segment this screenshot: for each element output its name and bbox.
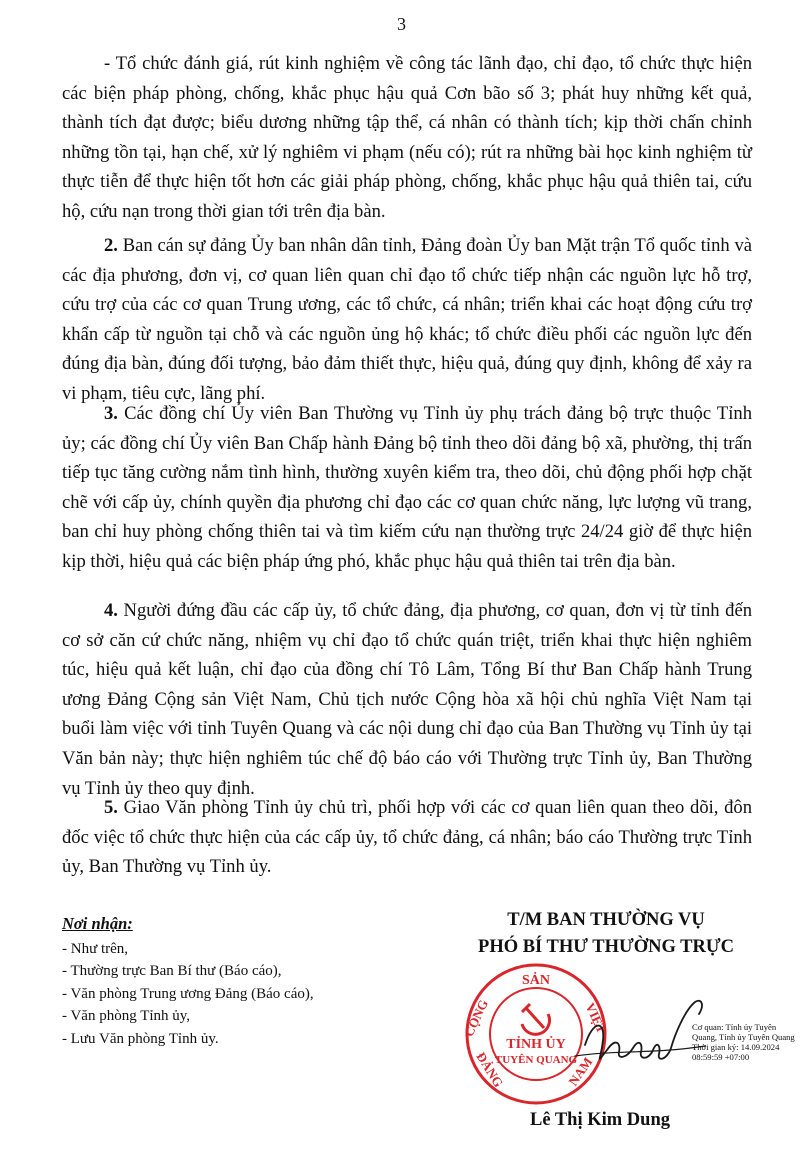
digital-signature-info [692, 1022, 802, 1062]
paragraph-text: Ban cán sự đảng Ủy ban nhân dân tỉnh, Đảng đoàn Ủy ban Mặt trận Tổ quốc tỉnh và các địa phương, đơn vị, cơ quan liên quan chỉ đạo tổ chức tiếp nhận các nguồn lực hỗ trợ, cứu trợ của các cơ quan Trung ương, các tổ chức, cá nhân; triển khai các hoạt động cứu trợ khẩn cấp từ nguồn tại chỗ và các nguồn ủng hộ khác; tổ chức điều phối các nguồn lực đến đúng địa bàn, đúng đối tượng, bảo đảm thiết thực, hiệu quả, đúng quy định, không để xảy ra vi phạm, tiêu cực, lãng phí. [62, 235, 752, 404]
recipient-item: - Văn phòng Tỉnh ủy, [62, 1008, 191, 1025]
seal-ring-text-bottom-right: NAM [565, 1054, 596, 1089]
seal-center-line-1: TỈNH ỦY [506, 1037, 566, 1052]
recipients-block [62, 913, 402, 1051]
paragraph-4 [62, 596, 752, 803]
paragraph-text: Giao Văn phòng Tỉnh ủy chủ trì, phối hợp với các cơ quan liên quan theo dõi, đôn đốc việc tổ chức thực hiện của các cấp ủy, tổ chức đảng, cá nhân; báo cáo Thường trực Tỉnh ủy, Ban Thường vụ Tỉnh ủy. [62, 797, 752, 878]
paragraph-text: Người đứng đầu các cấp ủy, tổ chức đảng, địa phương, cơ quan, đơn vị từ tỉnh đến cơ sở căn cứ chức năng, nhiệm vụ chỉ đạo tổ chức quán triệt, triển khai thực hiện nghiêm túc, hiệu quả kết luận, chỉ đạo của đồng chí Tô Lâm, Tổng Bí thư Ban Chấp hành Trung ương Đảng Cộng sản Việt Nam, Chủ tịch nước Cộng hòa xã hội chủ nghĩa Việt Nam tại buổi làm việc với tỉnh Tuyên Quang và các nội dung chỉ đạo của Ban Thường vụ Tỉnh ủy tại Văn bản này; thực hiện nghiêm túc chế độ báo cáo với Thường trực Tỉnh ủy, Ban Thường vụ Tỉnh ủy theo quy định. [62, 600, 752, 799]
page-number: 3 [397, 14, 406, 34]
paragraph-text: - Tổ chức đánh giá, rút kinh nghiệm về công tác lãnh đạo, chỉ đạo, tổ chức thực hiện các biện pháp phòng, chống, khắc phục hậu quả Cơn bão số 3; phát huy những kết quả, thành tích đạt được; biểu dương những tập thể, cá nhân có thành tích; kịp thời chấn chỉnh những tồn tại, hạn chế, xử lý nghiêm vi phạm (nếu có); rút ra những bài học kinh nghiệm từ thực tiễn để thực hiện tốt hơn các giải pháp phòng, chống, khắc phục hậu quả thiên tai, cứu hộ, cứu nạn trong thời gian tới trên địa bàn. [62, 53, 752, 222]
paragraph-2 [62, 231, 752, 409]
recipient-item: - Thường trực Ban Bí thư (Báo cáo), [62, 963, 282, 980]
paragraph-number: 2. [104, 235, 118, 256]
paragraph-5 [62, 793, 752, 882]
seal-ring-text-right: VIỆT [582, 1000, 610, 1036]
paragraph-text: Các đồng chí Ủy viên Ban Thường vụ Tỉnh ủy phụ trách đảng bộ trực thuộc Tỉnh ủy; các đồng chí Ủy viên Ban Chấp hành Đảng bộ tỉnh theo dõi đảng bộ xã, phường, thị trấn tiếp tục tăng cường nắm tình hình, thường xuyên kiểm tra, theo dõi, chủ động phối hợp chặt chẽ với cấp ủy, chính quyền địa phương chỉ đạo các cơ quan chức năng, lực lượng vũ trang, ban chỉ huy phòng chống thiên tai và tìm kiếm cứu nạn thường trực 24/24 giờ để thực hiện kịp thời, hiệu quả các biện pháp ứng phó, khắc phục hậu quả thiên tai trên địa bàn. [62, 403, 752, 572]
recipient-item: - Như trên, [62, 940, 129, 957]
org-line-2: PHÓ BÍ THƯ THƯỜNG TRỰC [478, 937, 734, 957]
paragraph-3 [62, 399, 752, 577]
handwritten-signature [555, 990, 715, 1080]
paragraph-1 [62, 49, 752, 227]
paragraph-number: 3. [104, 403, 118, 424]
seal-ring-text-left: CỘNG [460, 997, 491, 1039]
recipient-item: - Văn phòng Trung ương Đảng (Báo cáo), [62, 985, 314, 1002]
recipients-list [62, 938, 402, 1051]
signer-name: Lê Thị Kim Dung [530, 1110, 670, 1130]
recipient-item: - Lưu Văn phòng Tỉnh ủy. [62, 1030, 219, 1047]
seal-ring-text-bottom-left: ĐẢNG [473, 1049, 507, 1090]
paragraph-number: 5. [104, 797, 118, 818]
org-line-1: T/M BAN THƯỜNG VỤ [507, 910, 705, 930]
signature-stroke [582, 1000, 702, 1059]
seal-center-line-2: TUYÊN QUANG [494, 1054, 578, 1066]
hammer-handle [526, 1008, 544, 1028]
recipients-title: Nơi nhận: [62, 914, 133, 933]
paragraph-number: 4. [104, 600, 118, 621]
hammer-sickle-icon [522, 1004, 550, 1034]
signature-org-block [456, 907, 756, 961]
digital-signature-time: Thời gian ký: 14.09.2024 08:59:59 +07:00 [692, 1042, 780, 1062]
digital-signature-agency: Cơ quan: Tỉnh ủy Tuyên Quang, Tỉnh ủy Tuyên Quang [692, 1022, 795, 1042]
seal-ring-text-top: SẢN [521, 973, 551, 988]
